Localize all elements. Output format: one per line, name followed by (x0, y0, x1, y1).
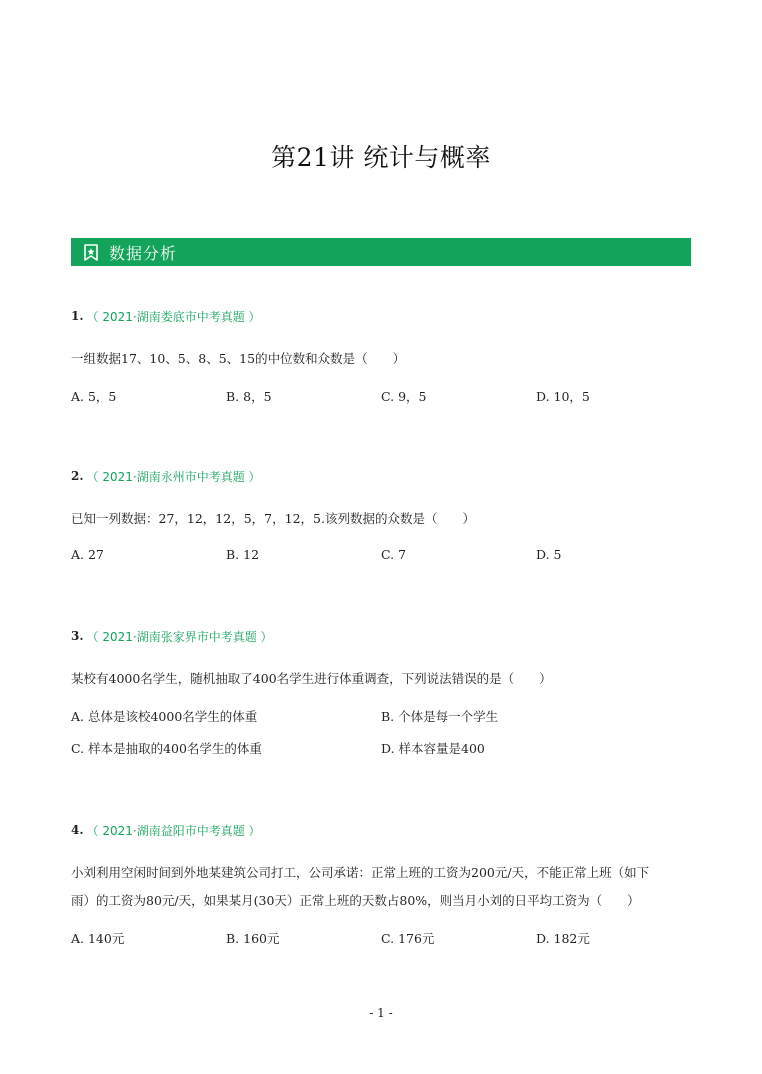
question-number: 1. (71, 309, 84, 323)
page-title: 第21讲 统计与概率 (271, 143, 491, 172)
options-row (71, 387, 696, 405)
question-4 (71, 821, 696, 947)
options-grid (71, 707, 696, 757)
question-source: （ 2021·湖南娄底市中考真题 ） (86, 309, 261, 324)
option-b: B. 8，5 (226, 389, 272, 404)
option-a: A. 140元 (71, 931, 125, 946)
question-stem: 某校有4000名学生，随机抽取了400名学生进行体重调查，下列说法错误的是（ ） (71, 671, 552, 686)
question-stem-line: 小刘利用空闲时间到外地某建筑公司打工，公司承诺：正常上班的工资为200元/天，不能正常上班（如下 (71, 865, 650, 880)
question-stem-line: 雨）的工资为80元/天，如果某月(30天）正常上班的天数占80%，则当月小刘的日平均工资为（ ） (71, 893, 640, 908)
question-1 (71, 307, 696, 405)
option-c: C. 7 (381, 547, 407, 562)
option-b: B. 个体是每一个学生 (381, 709, 499, 724)
question-3 (71, 627, 696, 757)
question-number: 4. (71, 823, 84, 837)
question-number: 3. (71, 629, 84, 643)
section-title: 数据分析 (109, 243, 178, 263)
question-source: （ 2021·湖南永州市中考真题 ） (86, 469, 261, 484)
question-number: 2. (71, 469, 84, 483)
option-c: C. 样本是抽取的400名学生的体重 (71, 741, 262, 756)
option-b: B. 160元 (226, 931, 280, 946)
option-d: D. 样本容量是400 (381, 741, 485, 756)
section-header (71, 238, 691, 266)
question-stem: 一组数据17、10、5、8、5、15的中位数和众数是（ ） (71, 351, 406, 366)
options-row (71, 547, 696, 562)
option-a: A. 5，5 (71, 389, 117, 404)
question-2 (71, 467, 696, 562)
options-row (71, 929, 696, 947)
page-number: - 1 - (369, 1006, 393, 1020)
option-c: C. 9，5 (381, 389, 427, 404)
option-d: D. 5 (536, 547, 562, 562)
option-d: D. 182元 (536, 931, 590, 946)
question-source: （ 2021·湖南张家界市中考真题 ） (86, 629, 273, 644)
question-stem: 已知一列数据：27，12，12，5，7，12，5.该列数据的众数是（ ） (71, 511, 475, 526)
question-source: （ 2021·湖南益阳市中考真题 ） (86, 823, 261, 838)
option-a: A. 总体是该校4000名学生的体重 (71, 709, 258, 724)
bookmark-star-icon (83, 244, 99, 261)
option-b: B. 12 (226, 547, 260, 562)
option-c: C. 176元 (381, 931, 435, 946)
option-a: A. 27 (71, 547, 104, 562)
question-stem (71, 859, 696, 915)
option-d: D. 10，5 (536, 389, 590, 404)
